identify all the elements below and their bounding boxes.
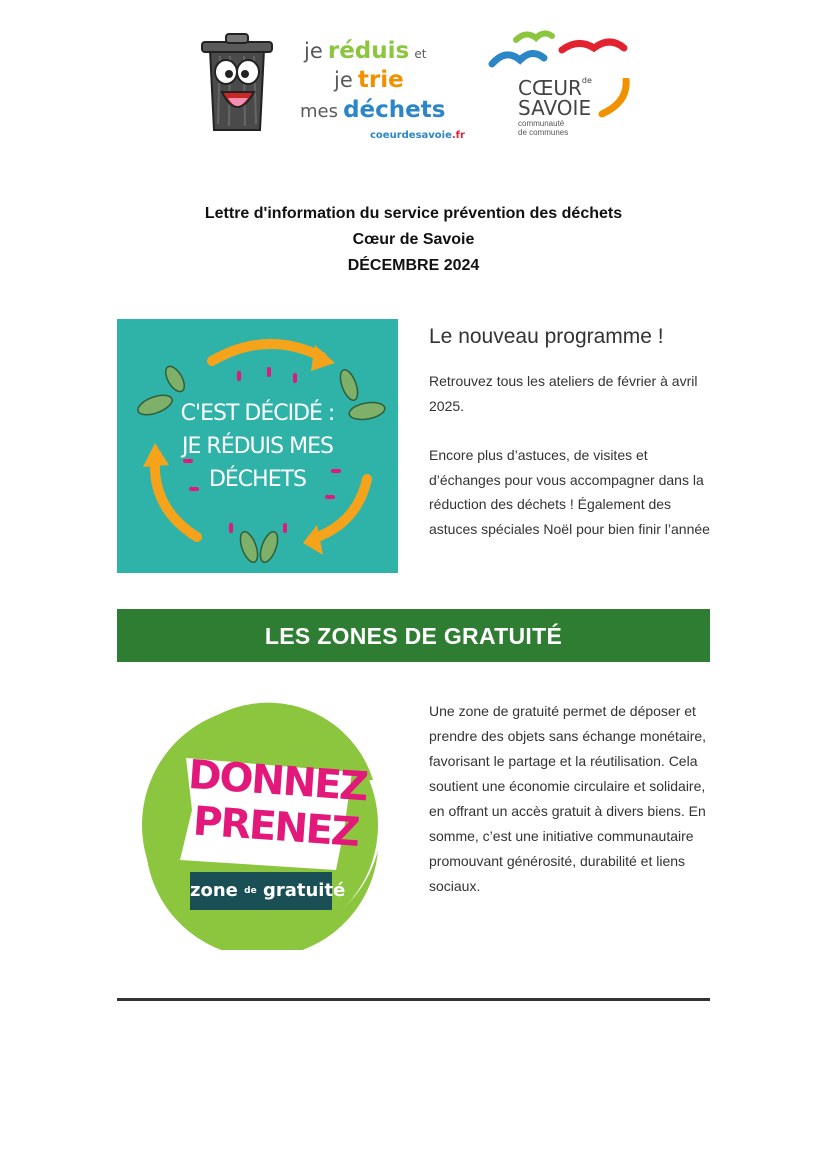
zone-label-de: de — [244, 886, 257, 896]
slogan-je-1: je — [304, 39, 323, 63]
logo-de-communes: de communes — [518, 128, 569, 137]
slogan-logo — [298, 34, 478, 144]
zone-label-right: gratuité — [262, 880, 346, 901]
program-image-line-1: C'EST DÉCIDÉ : — [180, 401, 335, 426]
slogan-reduis: réduis — [327, 38, 410, 64]
program-paragraph-2: Encore plus d’astuces, de visites et d’échanges pour vous accompagner dans la réduction des déchets ! Également des astuces spéciales Noël pour bien finir l’année — [429, 447, 710, 537]
footer-divider — [117, 998, 710, 1001]
zone-label-left: zone — [190, 880, 238, 901]
program-paragraph-1: Retrouvez tous les ateliers de février à avril 2025. — [429, 373, 698, 414]
zone-image-prenez: PRENEZ — [191, 798, 360, 856]
zone-gratuite-label — [190, 872, 346, 910]
slogan-website — [370, 130, 465, 141]
title-line-1: Lettre d'information du service prévention des déchets — [204, 205, 623, 222]
zones-paragraph: Une zone de gratuité permet de déposer et prendre des objets sans échange monétaire, favorisant le partage et la réutilisation. Cela soutient une économie circulaire et solidaire, en offrant un accès gratuit à divers biens. En somme, c’est une initiative communautaire promouvant générosité, durabilité et liens sociaux. — [429, 703, 707, 894]
program-image-line-2: JE RÉDUIS MES — [182, 434, 333, 459]
slogan-dechets: déchets — [343, 97, 446, 123]
logo-coeur: CŒUR — [518, 76, 582, 100]
logo-de: de — [581, 76, 592, 85]
logo-communaute: communauté — [518, 119, 565, 128]
zone-image-donnez: DONNEZ — [186, 752, 369, 811]
orange-swoosh-icon — [598, 78, 632, 118]
program-illustration — [117, 319, 398, 573]
banner-title: LES ZONES DE GRATUITÉ — [264, 623, 563, 649]
logo-savoie: SAVOIE — [518, 96, 592, 120]
newsletter-title — [0, 201, 827, 279]
trash-can-mascot-icon — [196, 30, 278, 134]
website-tld: .fr — [451, 130, 465, 141]
program-image-line-3: DÉCHETS — [208, 467, 307, 492]
website-main: coeurdesavoie — [370, 130, 452, 141]
slogan-je-2: je — [334, 68, 353, 92]
coeur-de-savoie-logo — [486, 26, 632, 146]
zone-gratuite-illustration — [128, 700, 393, 950]
slogan-et: et — [414, 47, 427, 61]
slogan-trie: trie — [357, 67, 404, 93]
section-banner — [117, 609, 710, 662]
title-line-3: DÉCEMBRE 2024 — [347, 257, 480, 274]
program-heading: Le nouveau programme ! — [429, 325, 664, 348]
slogan-mes: mes — [300, 101, 338, 122]
title-line-2: Cœur de Savoie — [352, 231, 475, 248]
